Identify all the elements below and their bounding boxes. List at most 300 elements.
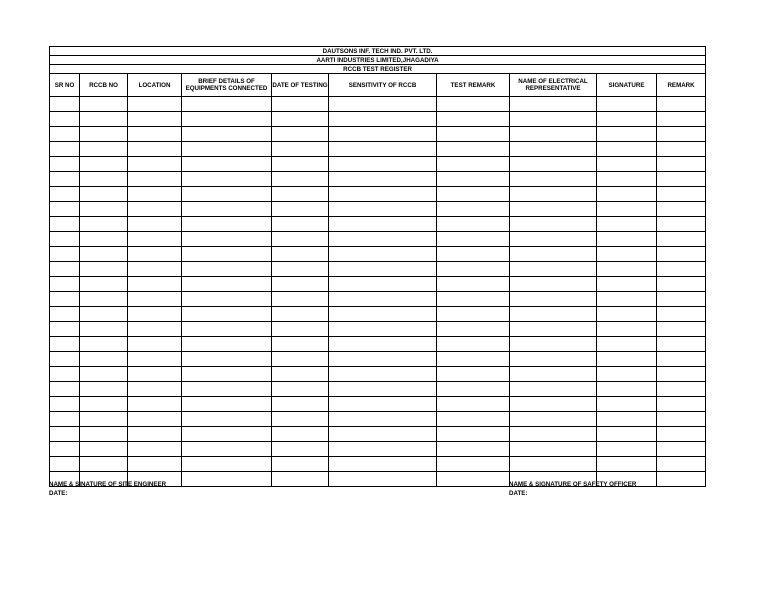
cell-signature[interactable]	[597, 397, 657, 412]
cell-date-of-testing[interactable]	[272, 292, 329, 307]
cell-remark[interactable]	[657, 112, 706, 127]
table-row	[50, 307, 706, 322]
cell-sensitivity[interactable]	[329, 367, 437, 382]
cell-electrical-rep[interactable]	[510, 367, 597, 382]
client-name: AARTI INDUSTRIES LIMITED,JHAGADIYA	[50, 56, 706, 65]
cell-sensitivity[interactable]	[329, 337, 437, 352]
cell-sensitivity[interactable]	[329, 427, 437, 442]
cell-test-remark[interactable]	[437, 352, 510, 367]
cell-date-of-testing[interactable]	[272, 112, 329, 127]
cell-signature[interactable]	[597, 157, 657, 172]
cell-location[interactable]	[128, 217, 182, 232]
cell-sr-no[interactable]	[50, 337, 80, 352]
cell-sr-no[interactable]	[50, 367, 80, 382]
cell-test-remark[interactable]	[437, 337, 510, 352]
cell-location[interactable]	[128, 307, 182, 322]
cell-date-of-testing[interactable]	[272, 412, 329, 427]
cell-date-of-testing[interactable]	[272, 352, 329, 367]
cell-date-of-testing[interactable]	[272, 367, 329, 382]
cell-signature[interactable]	[597, 412, 657, 427]
cell-test-remark[interactable]	[437, 217, 510, 232]
cell-test-remark[interactable]	[437, 412, 510, 427]
cell-signature[interactable]	[597, 337, 657, 352]
cell-electrical-rep[interactable]	[510, 247, 597, 262]
cell-sensitivity[interactable]	[329, 247, 437, 262]
table-row	[50, 262, 706, 277]
cell-sensitivity[interactable]	[329, 97, 437, 112]
cell-sensitivity[interactable]	[329, 382, 437, 397]
table-row	[50, 337, 706, 352]
cell-sr-no[interactable]	[50, 442, 80, 457]
table-row	[50, 187, 706, 202]
cell-location[interactable]	[128, 97, 182, 112]
cell-test-remark[interactable]	[437, 472, 510, 487]
cell-rccb-no[interactable]	[80, 337, 128, 352]
cell-electrical-rep[interactable]	[510, 232, 597, 247]
cell-signature[interactable]	[597, 112, 657, 127]
cell-brief-details[interactable]	[182, 292, 272, 307]
cell-signature[interactable]	[597, 217, 657, 232]
cell-rccb-no[interactable]	[80, 187, 128, 202]
cell-remark[interactable]	[657, 157, 706, 172]
cell-rccb-no[interactable]	[80, 232, 128, 247]
cell-sensitivity[interactable]	[329, 292, 437, 307]
cell-test-remark[interactable]	[437, 112, 510, 127]
site-engineer-label: NAME & SINATURE OF SITE ENGINEER	[49, 481, 167, 488]
cell-sensitivity[interactable]	[329, 232, 437, 247]
cell-location[interactable]	[128, 292, 182, 307]
cell-test-remark[interactable]	[437, 427, 510, 442]
cell-brief-details[interactable]	[182, 217, 272, 232]
cell-electrical-rep[interactable]	[510, 397, 597, 412]
table-row	[50, 217, 706, 232]
cell-remark[interactable]	[657, 367, 706, 382]
cell-remark[interactable]	[657, 352, 706, 367]
cell-electrical-rep[interactable]	[510, 322, 597, 337]
cell-signature[interactable]	[597, 427, 657, 442]
cell-brief-details[interactable]	[182, 412, 272, 427]
cell-remark[interactable]	[657, 292, 706, 307]
cell-electrical-rep[interactable]	[510, 277, 597, 292]
cell-test-remark[interactable]	[437, 247, 510, 262]
cell-brief-details[interactable]	[182, 262, 272, 277]
cell-location[interactable]	[128, 277, 182, 292]
cell-test-remark[interactable]	[437, 127, 510, 142]
cell-brief-details[interactable]	[182, 157, 272, 172]
cell-signature[interactable]	[597, 142, 657, 157]
cell-test-remark[interactable]	[437, 202, 510, 217]
cell-remark[interactable]	[657, 442, 706, 457]
cell-date-of-testing[interactable]	[272, 382, 329, 397]
cell-location[interactable]	[128, 337, 182, 352]
table-row	[50, 442, 706, 457]
cell-sensitivity[interactable]	[329, 352, 437, 367]
table-row	[50, 412, 706, 427]
cell-rccb-no[interactable]	[80, 97, 128, 112]
cell-brief-details[interactable]	[182, 202, 272, 217]
cell-date-of-testing[interactable]	[272, 472, 329, 487]
cell-date-of-testing[interactable]	[272, 97, 329, 112]
cell-remark[interactable]	[657, 202, 706, 217]
cell-rccb-no[interactable]	[80, 382, 128, 397]
cell-location[interactable]	[128, 112, 182, 127]
cell-sr-no[interactable]	[50, 292, 80, 307]
cell-sensitivity[interactable]	[329, 412, 437, 427]
cell-sr-no[interactable]	[50, 307, 80, 322]
cell-test-remark[interactable]	[437, 382, 510, 397]
cell-brief-details[interactable]	[182, 112, 272, 127]
cell-location[interactable]	[128, 457, 182, 472]
cell-rccb-no[interactable]	[80, 247, 128, 262]
cell-rccb-no[interactable]	[80, 367, 128, 382]
table-row	[50, 352, 706, 367]
cell-date-of-testing[interactable]	[272, 172, 329, 187]
cell-electrical-rep[interactable]	[510, 307, 597, 322]
cell-brief-details[interactable]	[182, 427, 272, 442]
cell-test-remark[interactable]	[437, 142, 510, 157]
col-header-brief-details: BRIEF DETAILS OF EQUIPMENTS CONNECTED	[182, 74, 272, 97]
cell-sr-no[interactable]	[50, 112, 80, 127]
cell-remark[interactable]	[657, 457, 706, 472]
cell-rccb-no[interactable]	[80, 457, 128, 472]
cell-date-of-testing[interactable]	[272, 187, 329, 202]
cell-test-remark[interactable]	[437, 322, 510, 337]
cell-remark[interactable]	[657, 97, 706, 112]
cell-electrical-rep[interactable]	[510, 262, 597, 277]
cell-signature[interactable]	[597, 322, 657, 337]
cell-sr-no[interactable]	[50, 157, 80, 172]
cell-brief-details[interactable]	[182, 457, 272, 472]
cell-brief-details[interactable]	[182, 352, 272, 367]
cell-sensitivity[interactable]	[329, 217, 437, 232]
cell-electrical-rep[interactable]	[510, 457, 597, 472]
cell-remark[interactable]	[657, 232, 706, 247]
cell-signature[interactable]	[597, 187, 657, 202]
cell-test-remark[interactable]	[437, 277, 510, 292]
cell-signature[interactable]	[597, 307, 657, 322]
cell-sr-no[interactable]	[50, 427, 80, 442]
cell-sr-no[interactable]	[50, 412, 80, 427]
table-row	[50, 157, 706, 172]
col-header-date-of-testing: DATE OF TESTING	[272, 74, 329, 97]
cell-date-of-testing[interactable]	[272, 322, 329, 337]
cell-date-of-testing[interactable]	[272, 202, 329, 217]
cell-remark[interactable]	[657, 397, 706, 412]
cell-brief-details[interactable]	[182, 172, 272, 187]
cell-test-remark[interactable]	[437, 232, 510, 247]
cell-remark[interactable]	[657, 217, 706, 232]
cell-rccb-no[interactable]	[80, 217, 128, 232]
table-row	[50, 322, 706, 337]
col-header-electrical-representative: NAME OF ELECTRICAL REPRESENTATIVE	[510, 74, 597, 97]
cell-sr-no[interactable]	[50, 352, 80, 367]
cell-rccb-no[interactable]	[80, 352, 128, 367]
cell-signature[interactable]	[597, 202, 657, 217]
col-header-location: LOCATION	[128, 74, 182, 97]
cell-electrical-rep[interactable]	[510, 97, 597, 112]
cell-remark[interactable]	[657, 382, 706, 397]
table-row	[50, 427, 706, 442]
cell-signature[interactable]	[597, 277, 657, 292]
table-row	[50, 367, 706, 382]
cell-signature[interactable]	[597, 442, 657, 457]
cell-remark[interactable]	[657, 142, 706, 157]
cell-date-of-testing[interactable]	[272, 397, 329, 412]
table-row	[50, 457, 706, 472]
cell-electrical-rep[interactable]	[510, 292, 597, 307]
cell-signature[interactable]	[597, 172, 657, 187]
cell-sr-no[interactable]	[50, 172, 80, 187]
cell-sensitivity[interactable]	[329, 142, 437, 157]
cell-brief-details[interactable]	[182, 277, 272, 292]
cell-electrical-rep[interactable]	[510, 127, 597, 142]
table-row	[50, 112, 706, 127]
table-row	[50, 127, 706, 142]
cell-location[interactable]	[128, 247, 182, 262]
cell-signature[interactable]	[597, 247, 657, 262]
cell-rccb-no[interactable]	[80, 442, 128, 457]
cell-brief-details[interactable]	[182, 337, 272, 352]
cell-rccb-no[interactable]	[80, 262, 128, 277]
cell-sr-no[interactable]	[50, 397, 80, 412]
cell-remark[interactable]	[657, 412, 706, 427]
cell-date-of-testing[interactable]	[272, 457, 329, 472]
cell-location[interactable]	[128, 157, 182, 172]
cell-sr-no[interactable]	[50, 247, 80, 262]
cell-electrical-rep[interactable]	[510, 172, 597, 187]
cell-test-remark[interactable]	[437, 262, 510, 277]
cell-rccb-no[interactable]	[80, 202, 128, 217]
cell-location[interactable]	[128, 187, 182, 202]
cell-date-of-testing[interactable]	[272, 232, 329, 247]
col-header-signature: SIGNATURE	[597, 74, 657, 97]
site-engineer-date: DATE:	[49, 490, 68, 497]
cell-electrical-rep[interactable]	[510, 142, 597, 157]
cell-signature[interactable]	[597, 232, 657, 247]
cell-remark[interactable]	[657, 172, 706, 187]
cell-remark[interactable]	[657, 427, 706, 442]
cell-location[interactable]	[128, 142, 182, 157]
cell-rccb-no[interactable]	[80, 412, 128, 427]
cell-test-remark[interactable]	[437, 187, 510, 202]
cell-sensitivity[interactable]	[329, 202, 437, 217]
col-header-sensitivity: SENSITIVITY OF RCCB	[329, 74, 437, 97]
table-row	[50, 397, 706, 412]
cell-test-remark[interactable]	[437, 397, 510, 412]
cell-date-of-testing[interactable]	[272, 142, 329, 157]
cell-sr-no[interactable]	[50, 277, 80, 292]
company-name: DAUTSONS INF. TECH IND. PVT. LTD.	[50, 47, 706, 56]
cell-electrical-rep[interactable]	[510, 112, 597, 127]
cell-date-of-testing[interactable]	[272, 427, 329, 442]
table-row	[50, 292, 706, 307]
cell-rccb-no[interactable]	[80, 172, 128, 187]
site-engineer-block	[49, 480, 166, 498]
cell-signature[interactable]	[597, 97, 657, 112]
cell-test-remark[interactable]	[437, 172, 510, 187]
cell-brief-details[interactable]	[182, 142, 272, 157]
cell-location[interactable]	[128, 397, 182, 412]
cell-signature[interactable]	[597, 262, 657, 277]
cell-rccb-no[interactable]	[80, 127, 128, 142]
cell-sensitivity[interactable]	[329, 262, 437, 277]
cell-test-remark[interactable]	[437, 442, 510, 457]
cell-sr-no[interactable]	[50, 127, 80, 142]
cell-sensitivity[interactable]	[329, 172, 437, 187]
cell-sensitivity[interactable]	[329, 442, 437, 457]
cell-test-remark[interactable]	[437, 292, 510, 307]
cell-signature[interactable]	[597, 292, 657, 307]
cell-date-of-testing[interactable]	[272, 157, 329, 172]
cell-rccb-no[interactable]	[80, 292, 128, 307]
col-header-remark: REMARK	[657, 74, 706, 97]
cell-date-of-testing[interactable]	[272, 307, 329, 322]
cell-rccb-no[interactable]	[80, 157, 128, 172]
col-header-test-remark: TEST REMARK	[437, 74, 510, 97]
cell-location[interactable]	[128, 427, 182, 442]
cell-location[interactable]	[128, 322, 182, 337]
cell-sensitivity[interactable]	[329, 307, 437, 322]
cell-location[interactable]	[128, 172, 182, 187]
cell-sr-no[interactable]	[50, 97, 80, 112]
cell-signature[interactable]	[597, 367, 657, 382]
cell-electrical-rep[interactable]	[510, 187, 597, 202]
cell-remark[interactable]	[657, 127, 706, 142]
cell-remark[interactable]	[657, 307, 706, 322]
cell-signature[interactable]	[597, 127, 657, 142]
cell-location[interactable]	[128, 442, 182, 457]
cell-brief-details[interactable]	[182, 187, 272, 202]
cell-rccb-no[interactable]	[80, 112, 128, 127]
cell-electrical-rep[interactable]	[510, 337, 597, 352]
cell-date-of-testing[interactable]	[272, 127, 329, 142]
cell-test-remark[interactable]	[437, 97, 510, 112]
col-header-sr-no: SR NO	[50, 74, 80, 97]
cell-electrical-rep[interactable]	[510, 157, 597, 172]
rccb-test-register-table	[49, 46, 706, 487]
cell-brief-details[interactable]	[182, 247, 272, 262]
cell-brief-details[interactable]	[182, 127, 272, 142]
cell-brief-details[interactable]	[182, 307, 272, 322]
cell-sr-no[interactable]	[50, 457, 80, 472]
cell-sensitivity[interactable]	[329, 157, 437, 172]
cell-remark[interactable]	[657, 322, 706, 337]
table-row	[50, 97, 706, 112]
register-title: RCCB TEST REGISTER	[50, 65, 706, 74]
cell-sr-no[interactable]	[50, 382, 80, 397]
cell-electrical-rep[interactable]	[510, 217, 597, 232]
cell-sensitivity[interactable]	[329, 472, 437, 487]
cell-sensitivity[interactable]	[329, 112, 437, 127]
cell-date-of-testing[interactable]	[272, 277, 329, 292]
cell-sensitivity[interactable]	[329, 457, 437, 472]
cell-rccb-no[interactable]	[80, 142, 128, 157]
cell-brief-details[interactable]	[182, 397, 272, 412]
cell-brief-details[interactable]	[182, 472, 272, 487]
table-row	[50, 202, 706, 217]
cell-sr-no[interactable]	[50, 322, 80, 337]
cell-sr-no[interactable]	[50, 202, 80, 217]
cell-remark[interactable]	[657, 337, 706, 352]
cell-date-of-testing[interactable]	[272, 217, 329, 232]
cell-brief-details[interactable]	[182, 442, 272, 457]
safety-officer-date: DATE:	[509, 490, 528, 497]
cell-remark[interactable]	[657, 262, 706, 277]
cell-location[interactable]	[128, 367, 182, 382]
table-row	[50, 172, 706, 187]
cell-test-remark[interactable]	[437, 307, 510, 322]
cell-test-remark[interactable]	[437, 367, 510, 382]
cell-electrical-rep[interactable]	[510, 412, 597, 427]
cell-sr-no[interactable]	[50, 217, 80, 232]
cell-date-of-testing[interactable]	[272, 262, 329, 277]
cell-sr-no[interactable]	[50, 187, 80, 202]
cell-sr-no[interactable]	[50, 232, 80, 247]
cell-signature[interactable]	[597, 352, 657, 367]
cell-test-remark[interactable]	[437, 157, 510, 172]
cell-remark[interactable]	[657, 247, 706, 262]
cell-test-remark[interactable]	[437, 457, 510, 472]
cell-brief-details[interactable]	[182, 367, 272, 382]
cell-brief-details[interactable]	[182, 322, 272, 337]
cell-electrical-rep[interactable]	[510, 352, 597, 367]
cell-location[interactable]	[128, 412, 182, 427]
cell-signature[interactable]	[597, 457, 657, 472]
cell-rccb-no[interactable]	[80, 307, 128, 322]
cell-remark[interactable]	[657, 277, 706, 292]
cell-electrical-rep[interactable]	[510, 202, 597, 217]
cell-rccb-no[interactable]	[80, 397, 128, 412]
cell-location[interactable]	[128, 352, 182, 367]
cell-sr-no[interactable]	[50, 142, 80, 157]
cell-location[interactable]	[128, 262, 182, 277]
table-row	[50, 277, 706, 292]
cell-sensitivity[interactable]	[329, 187, 437, 202]
table-row	[50, 247, 706, 262]
cell-signature[interactable]	[597, 382, 657, 397]
cell-sensitivity[interactable]	[329, 322, 437, 337]
cell-location[interactable]	[128, 382, 182, 397]
cell-brief-details[interactable]	[182, 232, 272, 247]
cell-location[interactable]	[128, 202, 182, 217]
cell-rccb-no[interactable]	[80, 277, 128, 292]
table-row	[50, 232, 706, 247]
cell-brief-details[interactable]	[182, 97, 272, 112]
cell-remark[interactable]	[657, 187, 706, 202]
cell-date-of-testing[interactable]	[272, 247, 329, 262]
cell-location[interactable]	[128, 127, 182, 142]
cell-sensitivity[interactable]	[329, 127, 437, 142]
cell-sr-no[interactable]	[50, 262, 80, 277]
cell-brief-details[interactable]	[182, 382, 272, 397]
safety-officer-block	[509, 480, 636, 498]
cell-electrical-rep[interactable]	[510, 382, 597, 397]
table-row	[50, 382, 706, 397]
cell-electrical-rep[interactable]	[510, 442, 597, 457]
table-row	[50, 142, 706, 157]
cell-rccb-no[interactable]	[80, 427, 128, 442]
cell-date-of-testing[interactable]	[272, 337, 329, 352]
cell-date-of-testing[interactable]	[272, 442, 329, 457]
col-header-rccb-no: RCCB NO	[80, 74, 128, 97]
cell-sensitivity[interactable]	[329, 397, 437, 412]
cell-location[interactable]	[128, 232, 182, 247]
cell-sensitivity[interactable]	[329, 277, 437, 292]
cell-remark[interactable]	[657, 472, 706, 487]
cell-electrical-rep[interactable]	[510, 427, 597, 442]
safety-officer-label: NAME & SIGNATURE OF SAFETY OFFICER	[509, 481, 637, 488]
cell-rccb-no[interactable]	[80, 322, 128, 337]
